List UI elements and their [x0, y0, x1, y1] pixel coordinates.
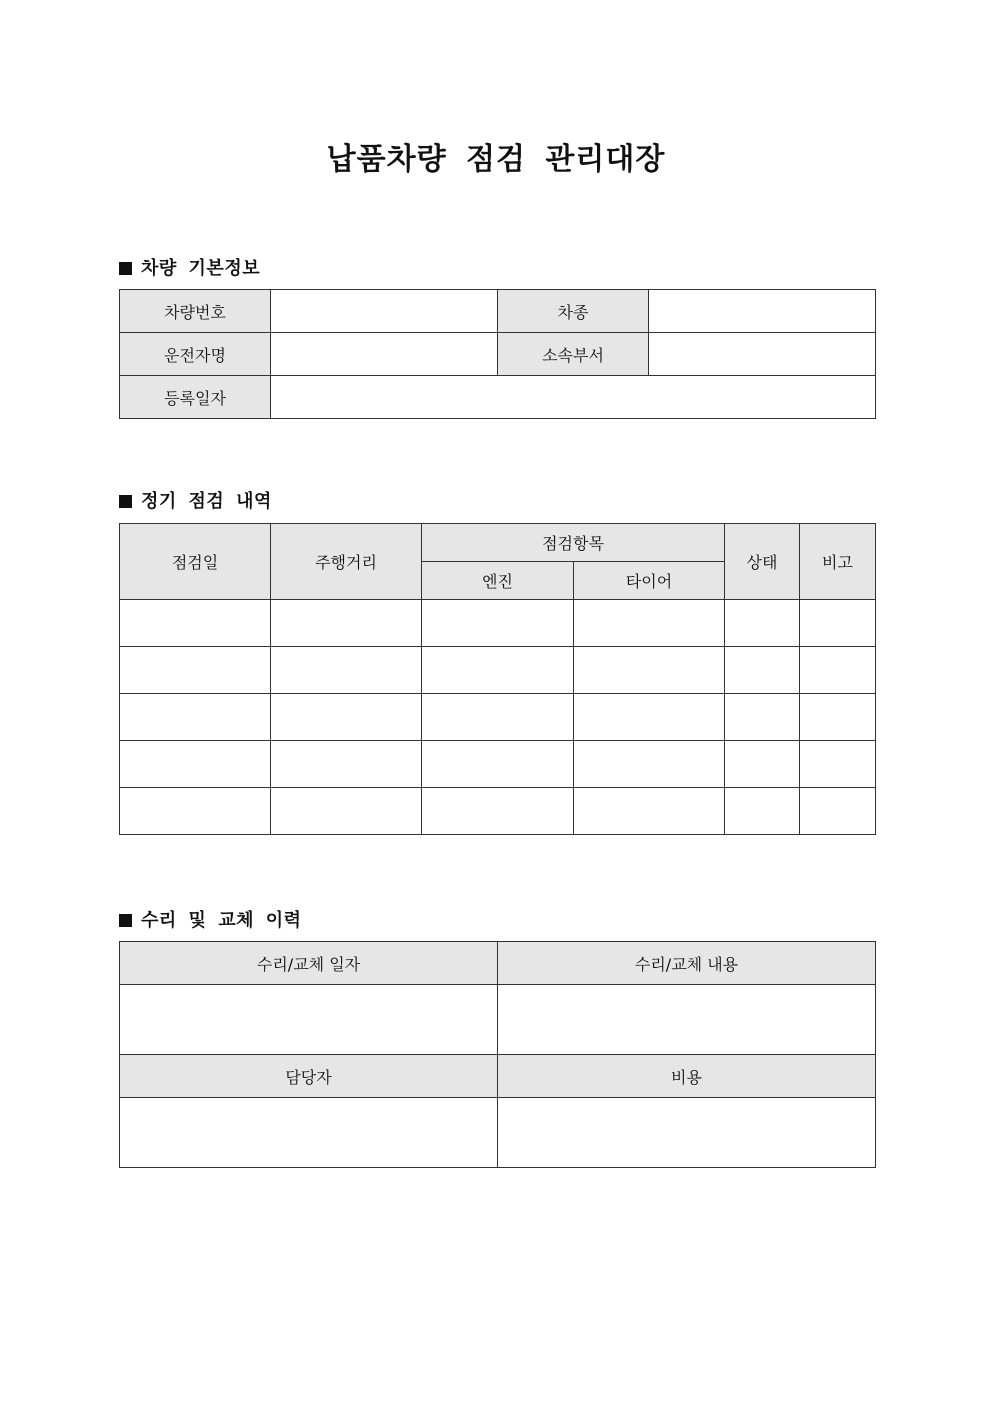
remarks-cell[interactable] [800, 600, 876, 647]
status-cell[interactable] [725, 647, 800, 694]
mileage-cell[interactable] [271, 741, 422, 788]
mileage-cell[interactable] [271, 647, 422, 694]
tire-cell[interactable] [574, 741, 725, 788]
section-heading-text: 정기 점검 내역 [141, 491, 272, 512]
section-heading-text: 차량 기본정보 [141, 258, 261, 279]
repair-history-table [119, 941, 876, 1168]
repair-content-field[interactable] [498, 985, 876, 1055]
remarks-cell[interactable] [800, 741, 876, 788]
column-header-mileage: 주행거리 [271, 524, 422, 600]
cost-field[interactable] [498, 1098, 876, 1168]
vehicle-number-label: 차량번호 [120, 290, 271, 333]
remarks-cell[interactable] [800, 647, 876, 694]
page-title: 납품차량 점검 관리대장 [326, 142, 666, 177]
engine-cell[interactable] [422, 600, 574, 647]
engine-cell[interactable] [422, 647, 574, 694]
inspection-date-cell[interactable] [120, 741, 271, 788]
mileage-cell[interactable] [271, 694, 422, 741]
inspection-date-cell[interactable] [120, 600, 271, 647]
remarks-cell[interactable] [800, 694, 876, 741]
column-header-engine: 엔진 [422, 562, 574, 600]
table-row [120, 741, 876, 788]
table-row [120, 788, 876, 835]
tire-cell[interactable] [574, 694, 725, 741]
vehicle-type-field[interactable] [649, 290, 876, 333]
table-row [120, 694, 876, 741]
manager-label: 담당자 [120, 1055, 498, 1098]
column-header-tire: 타이어 [574, 562, 725, 600]
remarks-cell[interactable] [800, 788, 876, 835]
repair-date-label: 수리/교체 일자 [120, 942, 498, 985]
inspection-table [119, 523, 876, 835]
inspection-date-cell[interactable] [120, 647, 271, 694]
driver-name-field[interactable] [271, 333, 498, 376]
engine-cell[interactable] [422, 741, 574, 788]
section-heading-text: 수리 및 교체 이력 [141, 910, 302, 931]
square-bullet-icon [119, 914, 132, 927]
inspection-date-cell[interactable] [120, 788, 271, 835]
department-label: 소속부서 [498, 333, 649, 376]
repair-content-label: 수리/교체 내용 [498, 942, 876, 985]
column-header-inspection-items: 점검항목 [422, 524, 725, 562]
status-cell[interactable] [725, 741, 800, 788]
repair-date-field[interactable] [120, 985, 498, 1055]
section-heading-repair [119, 906, 302, 932]
inspection-date-cell[interactable] [120, 694, 271, 741]
vehicle-type-label: 차종 [498, 290, 649, 333]
square-bullet-icon [119, 262, 132, 275]
manager-field[interactable] [120, 1098, 498, 1168]
registration-date-label: 등록일자 [120, 376, 271, 419]
status-cell[interactable] [725, 694, 800, 741]
department-field[interactable] [649, 333, 876, 376]
cost-label: 비용 [498, 1055, 876, 1098]
mileage-cell[interactable] [271, 788, 422, 835]
tire-cell[interactable] [574, 647, 725, 694]
status-cell[interactable] [725, 600, 800, 647]
tire-cell[interactable] [574, 600, 725, 647]
column-header-status: 상태 [725, 524, 800, 600]
table-row [120, 647, 876, 694]
table-row [120, 600, 876, 647]
engine-cell[interactable] [422, 788, 574, 835]
square-bullet-icon [119, 495, 132, 508]
tire-cell[interactable] [574, 788, 725, 835]
section-heading-vehicle-info [119, 254, 260, 280]
column-header-inspection-date: 점검일 [120, 524, 271, 600]
status-cell[interactable] [725, 788, 800, 835]
section-heading-inspection [119, 487, 272, 513]
column-header-remarks: 비고 [800, 524, 876, 600]
engine-cell[interactable] [422, 694, 574, 741]
mileage-cell[interactable] [271, 600, 422, 647]
driver-name-label: 운전자명 [120, 333, 271, 376]
registration-date-field[interactable] [271, 376, 876, 419]
vehicle-info-table [119, 289, 876, 419]
vehicle-number-field[interactable] [271, 290, 498, 333]
